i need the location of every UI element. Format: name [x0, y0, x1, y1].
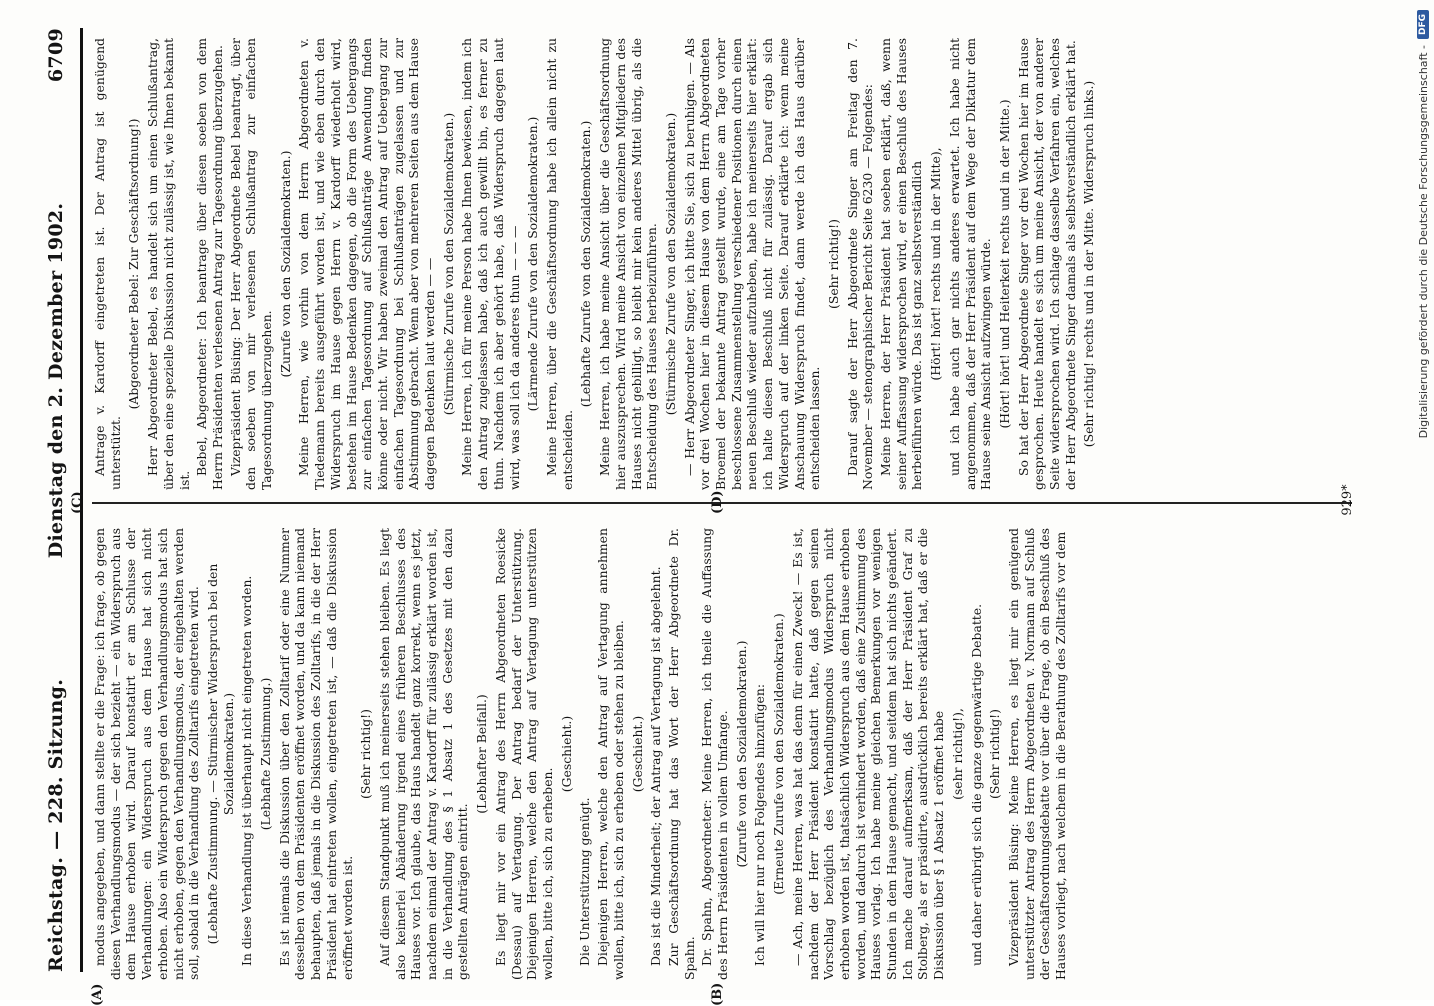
interjection: (Zurufe von den Sozialdemokraten.) — [733, 640, 749, 868]
interjection: (Geschieht.) — [558, 715, 574, 793]
paragraph: Herr Abgeordneter Bebel, es handelt sich um einen Schlußantrag, über den eine spezielle Diskussion nicht zulässig ist, wie Ihnen bekannt ist. — [145, 38, 192, 490]
paragraph: Es ist niemals die Diskussion über den Zolltarif oder eine Nummer desselben von dem Präsidenten eröffnet worden, und da kann niemand behaupten, daß jemals in die Diskussion des Zolltarifs, in die der Herr Präsident hat eintreten wollen, eingetreten ist, — daß die Diskussion eröffnet worden ist. — [276, 528, 355, 980]
paragraph: Vizepräsident Büsing: Der Herr Abgeordnete Bebel beantragt, über den soeben von mir verlesenen Schlußantrag zur einfachen Tagesordnung überzugehen. — [227, 38, 275, 490]
header-center: Dienstag den 2. Dezember 1902. — [45, 202, 67, 559]
paragraph: Meine Herren, ich habe meine Ansicht über die Geschäftsordnung hier auszusprechen. Wird meine Ansicht von einzelnen Mitgliedern des Hauses nicht gebilligt, so bleibt mir kein anderes Mittel übrig, als die Entscheidung des Hauses herbeizuführen. — [597, 38, 660, 490]
left-column — [92, 528, 1382, 980]
interjection: (Sehr richtig!) — [825, 219, 841, 309]
rotated-page — [10, 20, 1370, 1006]
paragraph: Darauf sagte der Herr Abgeordnete Singer am Freitag den 7. November — stenographischer Bericht Seite 6230 — Folgendes: — [844, 38, 876, 490]
paragraph: — Herr Abgeordneter Singer, ich bitte Sie, sich zu beruhigen. — Als vor drei Wochen hier in diesem Hause von dem Herrn Abgeordneten Broemel der bekannte Antrag gestellt wurde, eine am Tage vorher beschlossene Zusammenstellung verschiedener Positionen durch einen neuen Beschluß wieder aufzuheben, habe ich meinerseits hier erklärt: ich halte diesen Beschluß nicht für zulässig. Darauf ergab sich Widerspruch auf der linken Seite. Darauf erklärte ich: wenn meine Anschauung Widerspruch findet, dann werde ich das Haus darüber entscheiden lassen. — [681, 38, 823, 490]
paragraph: So hat der Herr Abgeordnete Singer vor drei Wochen hier im Hause gesprochen. Heute handelt es sich um meine Ansicht, der von anderer Seite widersprochen wird. Ich schlage dasselbe Verfahren ein, welches der Herr Abgeordnete Singer damals als selbstverständlich erklärt hat. — [1015, 38, 1078, 490]
paragraph: Auf diesem Standpunkt muß ich meinerseits stehen bleiben. Es liegt also keinerlei Abänderung irgend eines früheren Beschlusses des Hauses vor. Ich glaube, das Haus handelt ganz korrekt, wenn es jetzt, nachdem einmal der Antrag v. Kardorff für zulässig erklärt worden ist, in die Verhandlung des § 1 Absatz 1 des Gesetzes mit den dazu gestellten Anträgen eintritt. — [376, 528, 471, 980]
interjection: (Stürmische Zurufe von den Sozialdemokraten.) — [662, 112, 678, 416]
page-footer: 929* — [1340, 484, 1355, 516]
interjection: (Erneute Zurufe von den Sozialdemokraten.) — [771, 613, 787, 895]
margin-marker-a: (A) — [90, 983, 105, 1006]
interjection: (Hört! hört! und Heiterkeit rechts und in der Mitte.) — [996, 99, 1012, 429]
paragraph: Es liegt mir vor ein Antrag des Herrn Abgeordneten Roesicke (Dessau) auf Vertagung. Der Antrag bedarf der Unterstützung. Diejenigen Herren, welche den Antrag auf Vertagung unterstützen wollen, bitte ich, sich zu erheben. — [492, 528, 555, 980]
paragraph: Das ist die Minderheit; der Antrag auf Vertagung ist abgelehnt. — [648, 566, 664, 966]
page-number: 6709 — [45, 28, 67, 83]
margin-marker-b: (B) — [710, 982, 725, 1006]
paragraph: modus angegeben, und dann stellte er die Frage: ich frage, ob gegen diesen Verhandlungsmodus — der sich bezieht — ein Widerspruch aus dem Hause erhoben wird. Darauf konstatirt er am Schlusse der Verhandlungen: ein Widerspruch aus dem Hause hat sich nicht erhoben. Also ein Widerspruch gegen den Verhandlungsmodus hat sich nicht erhoben, gegen den Verhandlungsmodus, der eingehalten werden soll, sobald in die Verhandlung des Zolltarifs eingetreten wird. — [92, 528, 202, 980]
interjection: (Abgeordneter Bebel: Zur Geschäftsordnung!) — [126, 118, 142, 410]
paragraph: Bebel, Abgeordneter: Ich beantrage über diesen soeben von dem Herrn Präsidenten verlesenen Antrag zur Tagesordnung überzugehen. — [194, 38, 225, 490]
interjection: (Lebhafte Zustimmung.) — [258, 677, 274, 831]
dfg-logo: DFG — [1417, 10, 1429, 39]
paragraph: Meine Herren, über die Geschäftsordnung habe ich allein nicht zu entscheiden. — [543, 38, 575, 490]
interjection: (Sehr richtig!) — [358, 709, 374, 799]
interjection: (Zurufe von den Sozialdemokraten.) — [277, 150, 293, 378]
paragraph: Dr. Spahn, Abgeordneter: Meine Herren, ich theile die Auffassung des Herrn Präsidenten in vollem Umfange. — [699, 528, 731, 980]
header-left: Reichstag. — 228. Sitzung. — [45, 678, 67, 972]
interjection: (Hört! hört! rechts und in der Mitte), — [928, 147, 944, 381]
paragraph: Antrage v. Kardorff eingetreten ist. Der Antrag ist genügend unterstützt. — [92, 38, 123, 490]
paragraph: Meine Herren, der Herr Präsident hat soeben erklärt, daß, wenn seiner Auffassung widersprochen wird, er einen Beschluß des Hauses herbeiführen würde. Das ist ganz selbstverständlich — [878, 38, 925, 490]
paragraph: Zur Geschäftsordnung hat das Wort der Herr Abgeordnete Dr. Spahn. — [665, 528, 697, 980]
paragraph: Meine Herren, wie vorhin von dem Herrn Abgeordneten v. Tiedemann bereits ausgeführt worden ist, und wie eben durch den Widerspruch im Hause gegen Herrn v. Kardorff wiederholt wird, bestehen im Hause Bedenken dagegen, ob die Form des Uebergangs zur einfachen Tagesordnung auf Schlußanträge Anwendung finden könne oder nicht. Wir haben zweimal den Antrag auf Uebergang zur einfachen Tagesordnung bei Schlußanträgen zugelassen und zur Abstimmung gebracht. Wenn aber von mehreren Seiten aus dem Hause dagegen Bedenken laut werden — — — [296, 38, 438, 490]
digitization-credit — [1416, 10, 1430, 990]
margin-marker-d: (D) — [710, 490, 725, 514]
paragraph: Die Unterstützung genügt. — [577, 797, 593, 966]
interjection: (sehr richtig!), — [949, 708, 965, 800]
interjection: (Stürmische Zurufe von den Sozialdemokraten.) — [440, 112, 456, 416]
paragraph: In diese Verhandlung ist überhaupt nicht eingetreten worden. — [239, 575, 255, 966]
paragraph: und daher erübrigt sich die ganze gegenwärtige Debatte. — [968, 603, 984, 966]
interjection: (Lebhafter Beifall.) — [474, 694, 490, 814]
paragraph: Ich will hier nur noch Folgendes hinzufügen: — [752, 683, 768, 966]
paragraph: Vizepräsident Büsing: Meine Herren, es liegt mir ein genügend unterstützter Antrag des Herrn Abgeordneten v. Normann auf Schluß der Geschäftsordnungsdebatte vor über die Frage, ob ein Beschluß des Hauses vorliegt, nach welchem in die Berathung des Zolltarifs vor dem — [1005, 528, 1069, 980]
interjection: (Sehr richtig! rechts und in der Mitte. Widerspruch links.) — [1081, 80, 1097, 448]
interjection: (Lebhafte Zustimmung. — Stürmischer Widerspruch bei den Sozialdemokraten.) — [204, 563, 236, 945]
paragraph: — Ach, meine Herren, was hat das denn für einen Zweck! — Es ist, nachdem der Herr Präsident konstatirt hatte, daß gegen seinen Vorschlag bezüglich des Verhandlungsmodus Widerspruch nicht erhoben worden ist, thatsächlich Widerspruch aus dem Hause erhoben worden, und dadurch ist verhindert worden, daß eine Zustimmung des Hauses vorlag. Ich habe meine gleichen Bemerkungen vor wenigen Stunden in dem Hause gemacht, und seitdem hat sich nichts geändert. Ich mache darauf aufmerksam, daß der Herr Präsident Graf zu Stolberg, als er präsidirte, ausdrücklich bereits erklärt hat, daß er die Diskussion über § 1 Absatz 1 eröffnet habe — [789, 528, 947, 980]
paragraph: Meine Herren, ich für meine Person habe Ihnen bewiesen, indem ich den Antrag zugelassen habe, daß ich auch gewillt bin, es ferner zu thun. Nachdem ich aber gehört habe, daß Widerspruch dagegen laut wird, was soll ich da anderes thun — — — — [459, 38, 522, 490]
interjection: (Geschieht.) — [629, 715, 645, 793]
interjection: (Sehr richtig!) — [987, 709, 1003, 799]
right-column — [92, 38, 1382, 490]
paragraph: und ich habe auch gar nichts anderes erwartet. Ich habe nicht angenommen, daß der Herr Präsident auf dem Wege der Diktatur dem Hause seine Ansicht aufzwingen würde. — [946, 38, 994, 490]
interjection: (Lärmende Zurufe von den Sozialdemokraten.) — [525, 116, 541, 412]
margin-marker-c: (C) — [70, 491, 85, 514]
paragraph: Diejenigen Herren, welche den Antrag auf Vertagung annehmen wollen, bitte ich, sich zu erheben oder stehen zu bleiben. — [595, 528, 626, 980]
credit-text: Digitalisierung gefördert durch die Deutsche Forschungsgemeinschaft - — [1416, 45, 1430, 439]
interjection: (Lebhafte Zurufe von den Sozialdemokraten.) — [578, 120, 594, 408]
